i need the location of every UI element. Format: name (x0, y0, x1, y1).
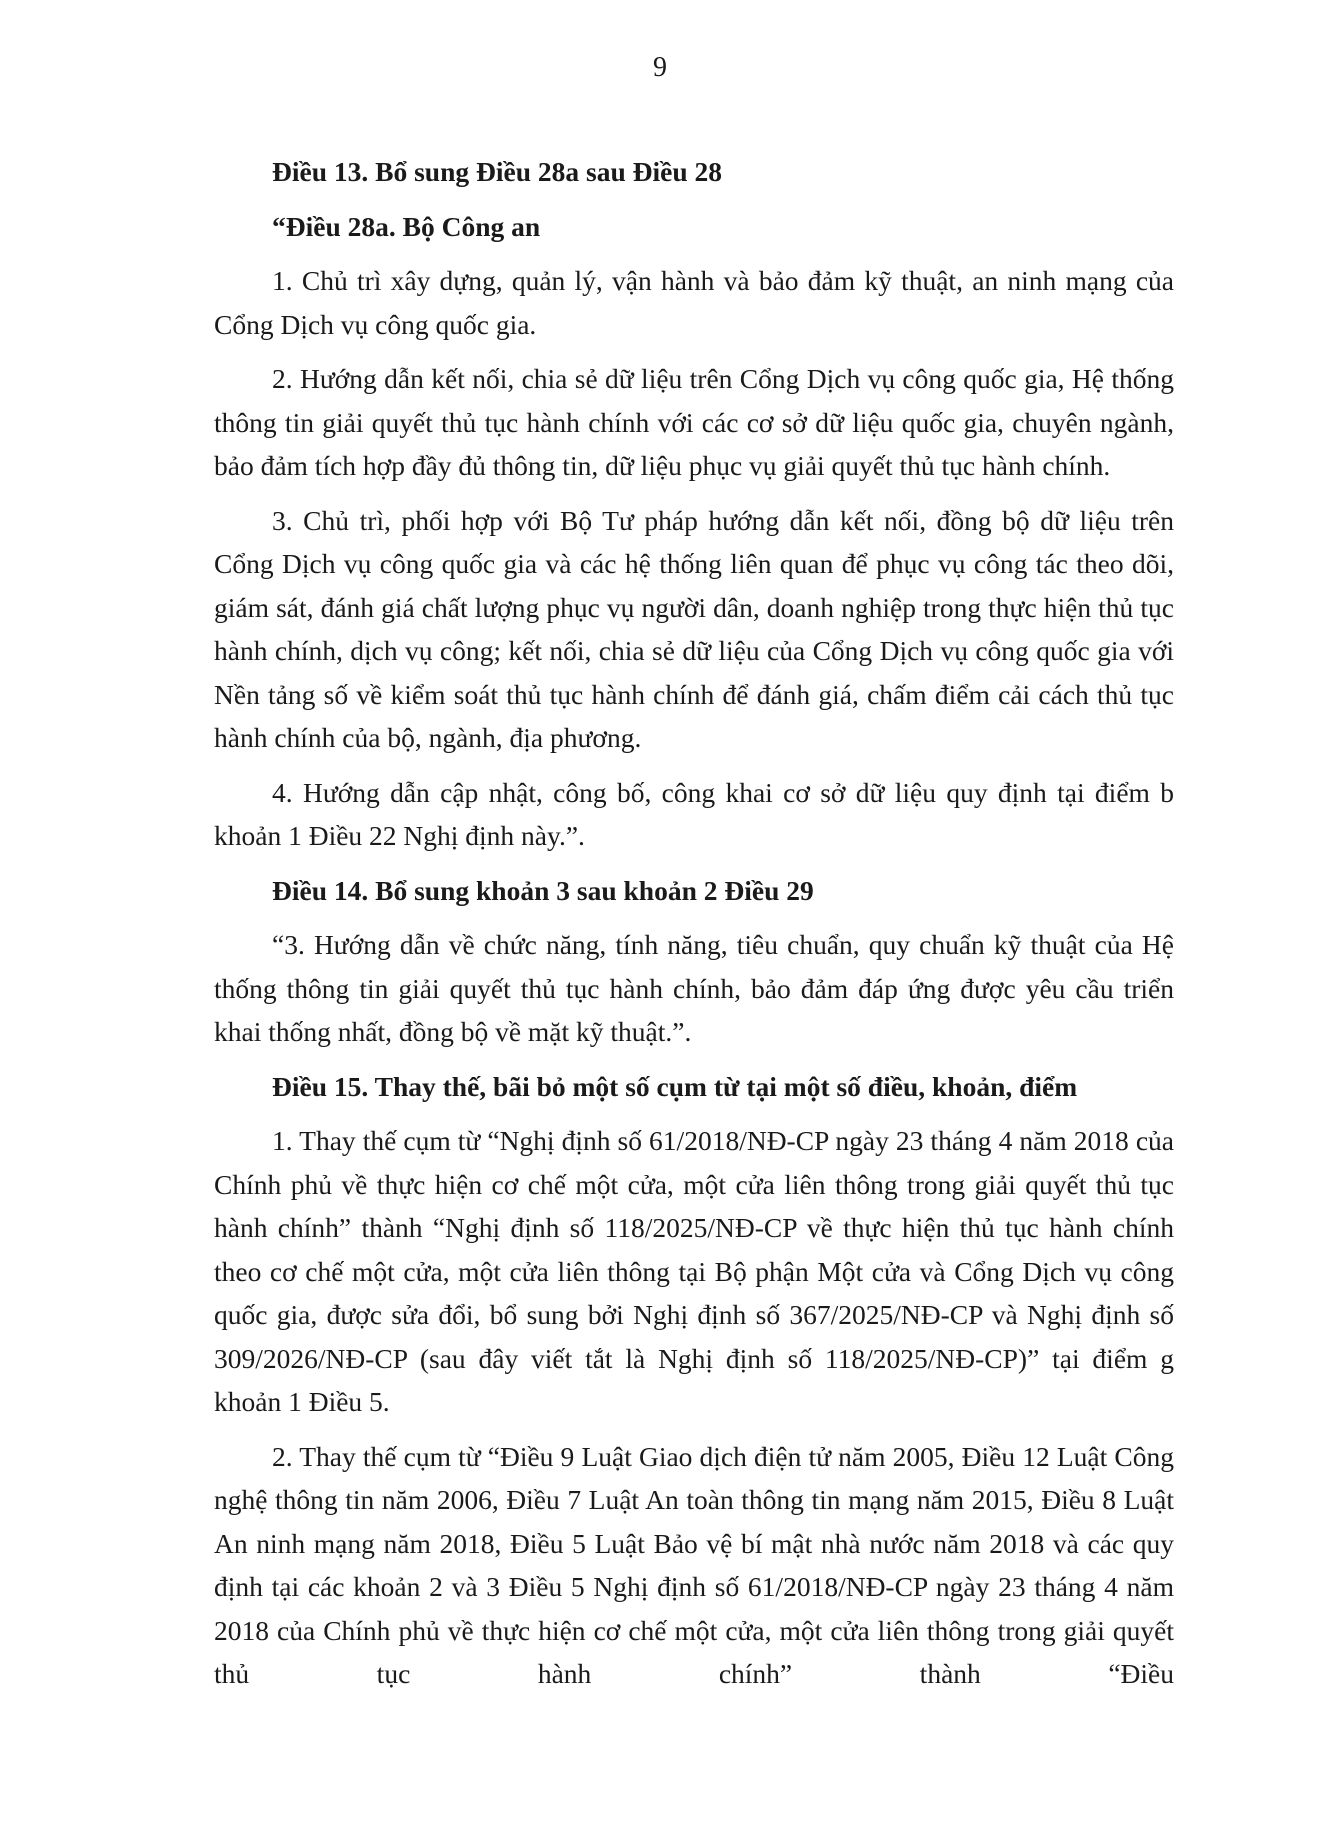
article-14-clause-3: “3. Hướng dẫn về chức năng, tính năng, tiêu chuẩn, quy chuẩn kỹ thuật của Hệ thống thông tin giải quyết thủ tục hành chính, bảo đảm đáp ứng được yêu cầu triển khai thống nhất, đồng bộ về mặt kỹ thuật.”. (214, 929, 1174, 1047)
article-28a-clause-4: 4. Hướng dẫn cập nhật, công bố, công khai cơ sở dữ liệu quy định tại điểm b khoản 1 Điều 22 Nghị định này.”. (214, 776, 1174, 851)
article-15-heading: Điều 15. Thay thế, bãi bỏ một số cụm từ tại một số điều, khoản, điểm (272, 1070, 1078, 1102)
article-28a-heading: “Điều 28a. Bộ Công an (272, 210, 541, 242)
article-14-heading: Điều 14. Bổ sung khoản 3 sau khoản 2 Điều 29 (272, 874, 814, 906)
document-body (214, 150, 1174, 1696)
article-13-heading: Điều 13. Bổ sung Điều 28a sau Điều 28 (272, 156, 723, 187)
article-15-clause-2: 2. Thay thế cụm từ “Điều 9 Luật Giao dịch điện tử năm 2005, Điều 12 Luật Công nghệ thông tin năm 2006, Điều 7 Luật An toàn thông tin mạng năm 2015, Điều 8 Luật An ninh mạng năm 2018, Điều 5 Luật Bảo vệ bí mật nhà nước năm 2018 và các quy định tại các khoản 2 và 3 Điều 5 Nghị định số 61/2018/NĐ-CP ngày 23 tháng 4 năm 2018 của Chính phủ về thực hiện cơ chế một cửa, một cửa liên thông trong giải quyết thủ tục hành chính” thành “Điều (214, 1440, 1174, 1689)
article-28a-clause-1: 1. Chủ trì xây dựng, quản lý, vận hành và bảo đảm kỹ thuật, an ninh mạng của Cổng Dịch vụ công quốc gia. (214, 265, 1174, 340)
article-28a-clause-2: 2. Hướng dẫn kết nối, chia sẻ dữ liệu trên Cổng Dịch vụ công quốc gia, Hệ thống thông tin giải quyết thủ tục hành chính với các cơ sở dữ liệu quốc gia, chuyên ngành, bảo đảm tích hợp đầy đủ thông tin, dữ liệu phục vụ giải quyết thủ tục hành chính. (214, 363, 1174, 481)
page-number: 9 (653, 52, 667, 83)
article-15-clause-1: 1. Thay thế cụm từ “Nghị định số 61/2018/NĐ-CP ngày 23 tháng 4 năm 2018 của Chính phủ về thực hiện cơ chế một cửa, một cửa liên thông trong giải quyết thủ tục hành chính” thành “Nghị định số 118/2025/NĐ-CP về thực hiện thủ tục hành chính theo cơ chế một cửa, một cửa liên thông tại Bộ phận Một cửa và Cổng Dịch vụ công quốc gia, được sửa đổi, bổ sung bởi Nghị định số 367/2025/NĐ-CP và Nghị định số 309/2026/NĐ-CP (sau đây viết tắt là Nghị định số 118/2025/NĐ-CP)” tại điểm g khoản 1 Điều 5. (214, 1125, 1174, 1417)
article-28a-clause-3: 3. Chủ trì, phối hợp với Bộ Tư pháp hướng dẫn kết nối, đồng bộ dữ liệu trên Cổng Dịch vụ công quốc gia và các hệ thống liên quan để phục vụ công tác theo dõi, giám sát, đánh giá chất lượng phục vụ người dân, doanh nghiệp trong thực hiện thủ tục hành chính, dịch vụ công; kết nối, chia sẻ dữ liệu của Cổng Dịch vụ công quốc gia với Nền tảng số về kiểm soát thủ tục hành chính để đánh giá, chấm điểm cải cách thủ tục hành chính của bộ, ngành, địa phương. (214, 504, 1174, 753)
